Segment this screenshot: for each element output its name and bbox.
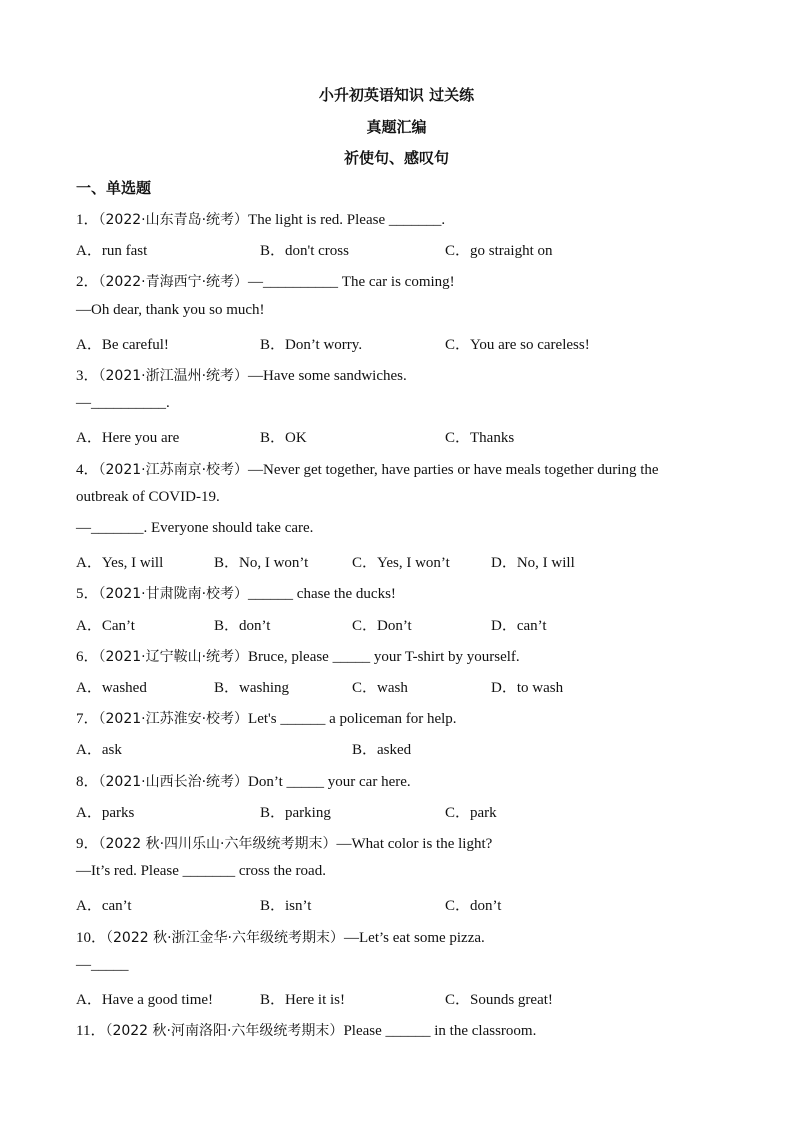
- question-stem: [76, 208, 445, 229]
- question-line: —_______. Everyone should take care.: [76, 520, 314, 536]
- question-stem: [76, 458, 659, 479]
- question-stem: [76, 770, 411, 791]
- question-text: —What color is the light?: [336, 836, 493, 852]
- answer-option: C．Thanks: [445, 430, 515, 447]
- section-heading: 一、单选题: [76, 179, 152, 197]
- answer-option: B．don’t: [214, 617, 271, 634]
- answer-option: C．Don’t: [352, 617, 412, 634]
- question-number: 1．: [76, 212, 99, 228]
- answer-option: B．parking: [260, 804, 331, 821]
- question-source: （2021·江苏淮安·校考）: [98, 711, 249, 728]
- question-text: Bruce, please _____ your T-shirt by yourself.: [248, 648, 520, 665]
- question-line: —__________.: [76, 395, 170, 412]
- document-topic: 祈使句、感叹句: [343, 149, 449, 167]
- question-source: （2021·浙江温州·统考）: [98, 368, 249, 384]
- question-number: 4．: [76, 461, 99, 478]
- answer-option: D．No, I will: [491, 555, 575, 572]
- question-number: 2．: [76, 274, 99, 291]
- question-source: （2022 秋·浙江金华·六年级统考期末）: [106, 929, 344, 946]
- answer-option: A．washed: [76, 680, 147, 696]
- question-text: The light is red. Please _______.: [248, 212, 446, 228]
- question-text: Please ______ in the classroom.: [343, 1023, 537, 1040]
- question-text: Don’t _____ your car here.: [248, 773, 411, 790]
- question-source: （2021·江苏南京·校考）: [98, 461, 249, 478]
- question-number: 6．: [76, 648, 99, 665]
- question-source: （2022 秋·四川乐山·六年级统考期末）: [98, 836, 337, 852]
- answer-option: C．You are so careless!: [445, 336, 590, 353]
- question-text: Let's ______ a policeman for help.: [248, 711, 457, 728]
- answer-option: A．Here you are: [76, 430, 180, 447]
- question-text: —Have some sandwiches.: [248, 368, 407, 384]
- answer-option: B．No, I won’t: [214, 555, 309, 572]
- answer-option: C．park: [445, 804, 497, 821]
- question-number: 7．: [76, 711, 99, 728]
- answer-option: B．Here it is!: [260, 992, 345, 1008]
- question-number: 11．: [76, 1023, 106, 1040]
- question-line: —It’s red. Please _______ cross the road.: [76, 863, 326, 880]
- answer-option: B．don't cross: [260, 243, 349, 260]
- document-title: 小升初英语知识 过关练: [318, 86, 475, 104]
- question-source: （2021·甘肃陇南·校考）: [98, 586, 249, 603]
- question-text: ______ chase the ducks!: [248, 586, 396, 603]
- answer-option: B．asked: [352, 742, 412, 759]
- answer-option: A．Can’t: [76, 617, 135, 634]
- question-stem: [76, 582, 396, 603]
- answer-option: C．go straight on: [445, 243, 553, 260]
- question-stem: [76, 832, 492, 853]
- question-source: （2021·山西长治·统考）: [98, 773, 249, 790]
- document-subtitle: 真题汇编: [366, 118, 427, 136]
- answer-option: C．don’t: [445, 898, 502, 915]
- question-number: 10．: [76, 929, 107, 946]
- answer-option: B．isn’t: [260, 898, 312, 915]
- answer-option: C．Sounds great!: [445, 992, 553, 1008]
- question-line: —_____: [76, 956, 129, 973]
- question-stem: [76, 1019, 536, 1040]
- question-line: outbreak of COVID-19.: [76, 488, 220, 505]
- answer-option: A．ask: [76, 742, 122, 759]
- question-text: —Never get together, have parties or have meals together during the: [248, 461, 659, 478]
- answer-option: D．can’t: [491, 617, 547, 634]
- question-stem: [76, 364, 407, 385]
- question-text: —Let’s eat some pizza.: [344, 929, 485, 946]
- question-number: 5．: [76, 586, 99, 603]
- question-number: 9．: [76, 836, 99, 852]
- question-stem: [76, 270, 455, 291]
- answer-option: D．to wash: [491, 680, 564, 696]
- answer-option: C．Yes, I won’t: [352, 555, 450, 572]
- question-number: 3．: [76, 368, 99, 384]
- question-number: 8．: [76, 773, 99, 790]
- answer-option: B．OK: [260, 430, 307, 447]
- answer-option: B．Don’t worry.: [260, 336, 363, 353]
- answer-option: A．Have a good time!: [76, 992, 214, 1008]
- question-source: （2022·青海西宁·统考）: [98, 274, 249, 291]
- question-line: —Oh dear, thank you so much!: [76, 301, 265, 318]
- answer-option: C．wash: [352, 680, 408, 696]
- question-stem: [76, 645, 520, 666]
- question-stem: [76, 707, 457, 728]
- question-source: （2021·辽宁鞍山·统考）: [98, 648, 249, 665]
- answer-option: A．Yes, I will: [76, 555, 164, 572]
- answer-option: B．washing: [214, 680, 290, 696]
- question-text: —__________ The car is coming!: [248, 274, 455, 291]
- answer-option: A．run fast: [76, 243, 148, 260]
- question-source: （2022 秋·河南洛阳·六年级统考期末）: [105, 1023, 344, 1040]
- answer-option: A．can’t: [76, 898, 132, 915]
- question-stem: [76, 926, 485, 947]
- answer-option: A．parks: [76, 804, 135, 821]
- question-source: （2022·山东青岛·统考）: [98, 212, 249, 228]
- answer-option: A．Be careful!: [76, 336, 169, 353]
